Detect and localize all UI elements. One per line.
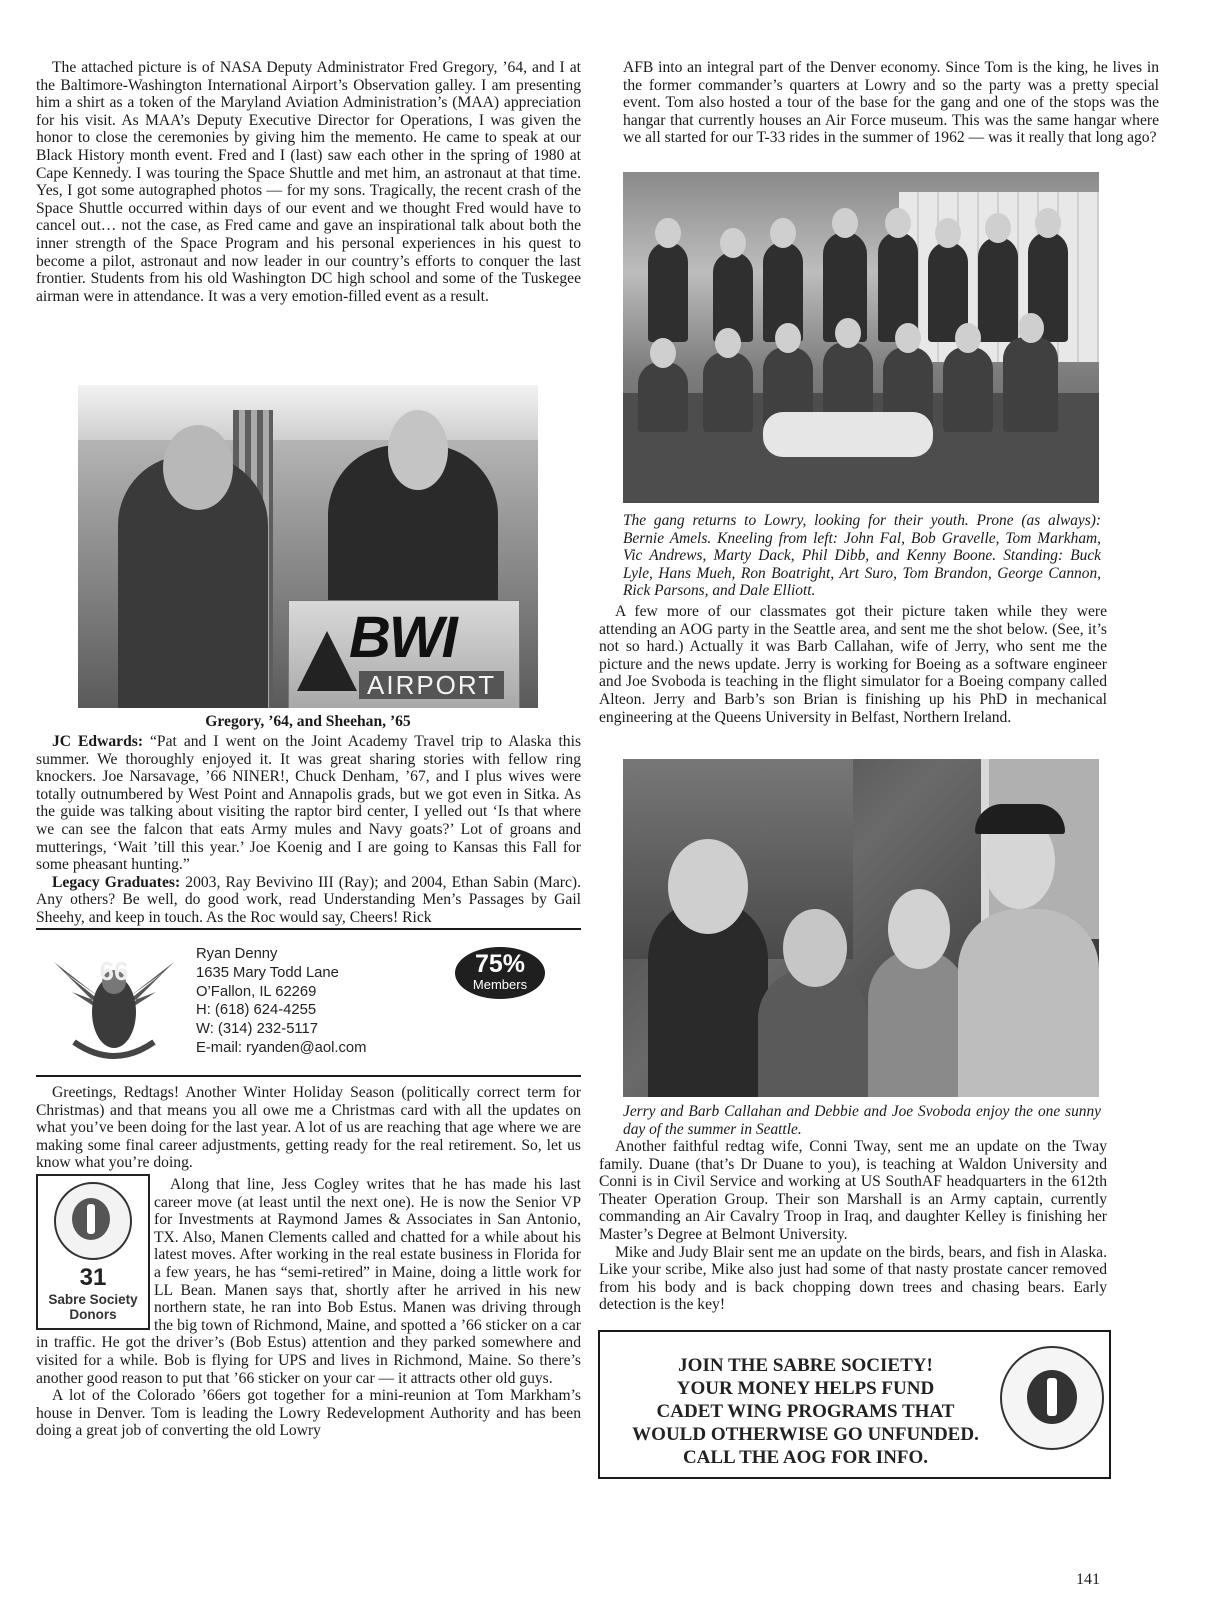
class-66-eagle-logo bbox=[44, 942, 184, 1070]
greetings-wrap-block bbox=[36, 1176, 581, 1440]
head-barb bbox=[783, 909, 847, 987]
join-line-4: WOULD OTHERWISE GO UNFUNDED. bbox=[632, 1424, 979, 1445]
jc-edwards-name: JC Edwards: bbox=[52, 733, 144, 750]
photo-lowry-caption: The gang returns to Lowry, looking for their youth. Prone (as always): Bernie Amels. Kneeling from left: John Fal, Bob Gravelle, Tom Markham, Vic Andrews, Marty Dack, Phil Dibb, and Kenny Boone. Standing: Buck Lyle, Hans Mueh, Ron Boatright, Art Suro, Tom Brandon, George Cannon, Rick Parsons, and Dale Elliott. bbox=[623, 512, 1101, 600]
greetings-block bbox=[36, 1084, 581, 1172]
svg-text:66: 66 bbox=[99, 956, 129, 986]
head-sheehan bbox=[388, 410, 448, 490]
kneeling-person bbox=[1003, 337, 1058, 432]
sabre-donor-label-1: Sabre Society bbox=[48, 1292, 138, 1307]
photo-seattle-party bbox=[623, 759, 1099, 1097]
standing-person bbox=[648, 242, 688, 342]
capitol-dome-icon bbox=[297, 631, 357, 691]
blair-update: Mike and Judy Blair sent me an update on the birds, bears, and fish in Alaska. Like your scribe, Mike also just had some of that nasty prostate cancer removed from his body and is back chopping down trees and chasing bears. Early detection is the key! bbox=[599, 1243, 1107, 1314]
scribe-email[interactable]: E-mail: ryanden@aol.com bbox=[196, 1039, 367, 1056]
scribe-home-phone: H: (618) 624-4255 bbox=[196, 1002, 317, 1019]
person-barb bbox=[758, 969, 868, 1097]
join-sabre-society-box bbox=[598, 1330, 1111, 1479]
tway-update: Another faithful redtag wife, Conni Tway, sent me an update on the Tway family. Duane (that’s Dr Duane to you), is teaching at Waldon University and Conni is in Civil Service and working at US SouthAF headquarters in the 612th Theater Operation Group. Their son Marshall is an Army captain, currently commanding an Air Cavalry Troop in Iraq, and daughter Kelley is finishing her Master’s Degree at Belmont University. bbox=[599, 1138, 1107, 1243]
photo-seattle-caption: Jerry and Barb Callahan and Debbie and Joe Svoboda enjoy the one sunny day of the summer in Seattle. bbox=[623, 1103, 1101, 1138]
greetings-p2: Along that line, Jess Cogley writes that he has made his last career move (at least until the next one). He is now the Senior VP for Investments at Raymond James & Associates in San Antonio, TX. Also, Manen Clements called and chatted for a while about his latest moves. After working in the real estate business in Florida for a few years, he has “semi-retired” in Maine, doing a little work for LL Bean. Manen says that, shortly after he arrived in his new northern state, he ran into Bob Estus. Manen was driving through the big town of Richmond, Maine, and spotted a ’66 sticker on a car in traffic. He got the driver’s (Bob Estus) attention and they parked somewhere and visited for a while. Bob is flying for UPS and lives in Richmond, Maine. So there’s another good reason to put that ’66 sticker on your car — it attracts other old guys. bbox=[36, 1176, 581, 1387]
photo-bwi-caption: Gregory, ’64, and Sheehan, ’65 bbox=[205, 713, 411, 730]
members-badge bbox=[455, 947, 545, 999]
join-text bbox=[608, 1354, 1003, 1469]
scribe-work-phone[interactable]: W: (314) 232-5117 bbox=[196, 1021, 319, 1038]
scribe-address bbox=[196, 945, 366, 1058]
join-line-3: CADET WING PROGRAMS THAT bbox=[656, 1401, 955, 1422]
legacy-text: 2003, Ray Bevivino III (Ray); and 2004, Ethan Sabin (Marc). Any others? Be well, do good work, read Understanding Men’s Passages by Gail Sheehy, and keep in touch. As the Roc would say, Cheers! Rick bbox=[36, 873, 581, 926]
photo-lowry-group bbox=[623, 172, 1099, 503]
scribe-name: Ryan Denny bbox=[196, 946, 278, 962]
seattle-intro: A few more of our classmates got their picture taken while they were attending an AOG party in the Seattle area, and sent me the shot below. (See, it’s not so hard.) Actually it was Barb Callahan, wife of Jerry, who sent me the picture and the news update. Jerry is working for Boeing as a software engineer and Joe Svoboda is teaching in the flight simulator for a Boeing company called Alteon. Jerry and Barb’s son Brian is finishing up his PhD in mechanical engineering at the Queens University in Belfast, Northern Ireland. bbox=[599, 603, 1107, 726]
photo-gregory-sheehan bbox=[78, 385, 538, 708]
join-line-5: CALL THE AOG FOR INFO. bbox=[682, 1447, 929, 1468]
seattle-intro-block bbox=[599, 603, 1107, 726]
person-debbie bbox=[868, 949, 968, 1097]
greetings-p3: A lot of the Colorado ’66ers got together for a mini-reunion at Tom Markham’s house in Denver. Tom is leading the Lowry Redevelopment Authority and has been doing a great job of converting the old Lowry bbox=[36, 1387, 581, 1440]
kneeling-person bbox=[703, 352, 753, 432]
jc-edwards-block bbox=[36, 733, 581, 927]
join-line-1: JOIN THE SABRE SOCIETY! bbox=[678, 1355, 933, 1376]
standing-person bbox=[978, 237, 1018, 342]
greetings-p1: Greetings, Redtags! Another Winter Holiday Season (politically correct term for Christmas) and that means you all owe me a Christmas card with all the updates on what you’ve been doing for the last year. A lot of us are reaching that age where we are making some final career adjustments, getting ready for the real retirement. So, let us know what you’re doing. bbox=[36, 1084, 581, 1172]
tent-canopy bbox=[78, 385, 538, 440]
sabre-donor-count: 31 bbox=[79, 1264, 107, 1291]
members-label: Members bbox=[472, 977, 528, 992]
kneeling-person bbox=[638, 362, 688, 432]
page-number: 141 bbox=[1076, 1571, 1100, 1588]
scribe-street: 1635 Mary Todd Lane bbox=[196, 964, 339, 981]
sabre-donor-label-2: Donors bbox=[69, 1307, 117, 1322]
legacy-label: Legacy Graduates: bbox=[52, 873, 181, 891]
bwi-podium bbox=[288, 600, 520, 708]
head-gregory bbox=[163, 425, 233, 510]
sabre-society-seal-icon bbox=[1000, 1346, 1104, 1450]
bwi-airport-text: AIRPORT bbox=[359, 671, 504, 699]
join-line-2: YOUR MONEY HELPS FUND bbox=[676, 1378, 935, 1399]
scribe-bottom-rule bbox=[36, 1075, 581, 1077]
jc-edwards-text: “Pat and I went on the Joint Academy Travel trip to Alaska this summer. We thoroughly enjoyed it. It was great sharing stories with fellow ring knockers. Joe Narsavage, ’66 NINER!, Chuck Denham, ’67, and I plus wives were totally outnumbered by West Point and Annapolis grads, but we got even in Sitka. As the guide was talking about visiting the raptor bird center, I yelled out ‘Is that where we can see the falcon that eats Army mules and Navy goats?’ Lot of groans and mutterings, ‘Wait ’till this year.’ Joe Koenig and I are going to Kansas this Fall for some pheasant hunting.” bbox=[36, 733, 582, 874]
cap-icon bbox=[975, 804, 1065, 834]
tway-blair-block bbox=[599, 1138, 1107, 1314]
scribe-top-rule bbox=[36, 928, 581, 930]
scribe-city: O’Fallon, IL 62269 bbox=[196, 983, 317, 1000]
members-percent: 75% bbox=[474, 950, 526, 978]
head-jerry bbox=[668, 839, 748, 934]
continuation-paragraph: AFB into an integral part of the Denver economy. Since Tom is the king, he lives in the former commander’s quarters at Lowry and so the party was a pretty special event. Tom also hosted a tour of the base for the gang and one of the stops was the hangar that currently houses an Air Force museum. This was the same hangar where we all started for our T-33 rides in the summer of 1962 — was it really that long ago? bbox=[623, 59, 1159, 147]
prone-person bbox=[763, 412, 933, 457]
person-joe bbox=[958, 909, 1099, 1097]
kneeling-person bbox=[943, 347, 993, 432]
right-continuation bbox=[623, 59, 1159, 147]
intro-paragraph: The attached picture is of NASA Deputy Administrator Fred Gregory, ’64, and I at the Baltimore-Washington International Airport’s Observation galley. I am presenting him a shirt as a token of the Maryland Aviation Administration’s (MAA) appreciation for his visit. As MAA’s Deputy Executive Director for Operations, I was given the honor to close the ceremonies by giving him the memento. He came to speak at our Black History month event. Fred and I (last) saw each other in the spring of 1980 at Cape Kennedy. I was touring the Space Shuttle and met him, an astronaut at that time. Yes, I got some autographed photos — for my sons. Tragically, the recent crash of the Space Shuttle occurred within days of our event and we thought Fred would have to cancel out… not the case, as Fred came and gave an inspirational talk about both the inner strength of the Space Program and his personal experiences in his quest to become a pilot, astronaut and now leader in our country’s efforts to conquer the last frontier. Students from his old Washington DC high school and some of the Tuskegee airman were in attendance. It was a very emotion-filled event as a result. bbox=[36, 59, 581, 305]
bwi-logo-text: BWI bbox=[349, 605, 456, 670]
head-debbie bbox=[888, 889, 950, 969]
